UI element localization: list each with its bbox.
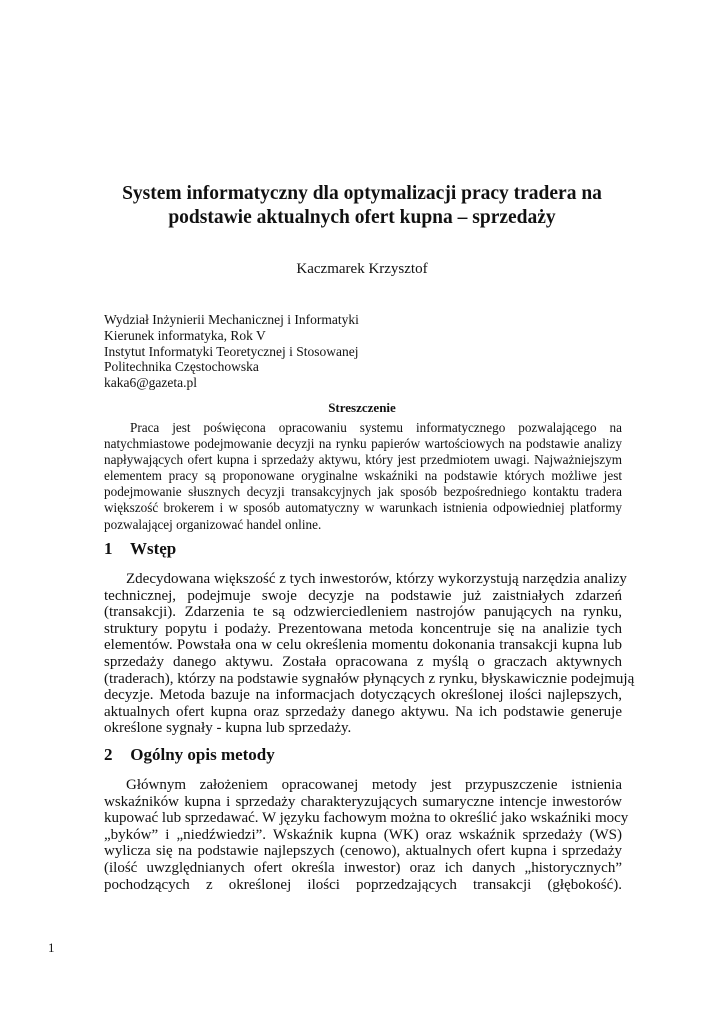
title-line: podstawie aktualnych ofert kupna – sprzedaży [168, 207, 556, 228]
author-email: kaka6@gazeta.pl [104, 375, 198, 391]
body-line: elementów. Powstała ona w celu określenia momentu dokonania transakcji kupna lub [104, 637, 622, 654]
body-line: wylicza się na podstawie najlepszych (cenowo), aktualnych ofert kupna i sprzedaży [104, 843, 622, 860]
page-number: 1 [48, 940, 55, 955]
body-line: Zdecydowana większość z tych inwestorów, którzy wykorzystują narzędzia analizy [126, 571, 627, 587]
section-heading-method-overview [104, 745, 275, 765]
body-line: struktury popytu i podaży. Prezentowana metoda koncentruje się na analizie tych [104, 620, 622, 637]
section-number: 2 [104, 745, 113, 764]
paper-title [90, 182, 634, 230]
body-line: sprzedaży danego aktywu. Została opracowana z myślą o graczach aktywnych [104, 653, 622, 670]
abstract-line: podejmowanie słusznych decyzji transakcyjnych jak sposób bezpośredniego kontaktu tradera [104, 484, 622, 500]
section-heading-introduction [104, 539, 176, 559]
body-line: określone sygnały - kupna lub sprzedaży. [104, 720, 352, 737]
abstract-line: pozwalającej organizować handel online. [104, 516, 322, 532]
body-line: aktualnych ofert kupna oraz sprzedaży danego aktywu. Na ich podstawie generuje [104, 703, 622, 720]
affiliation-major: Kierunek informatyka, Rok V [104, 327, 266, 343]
body-line: Głównym założeniem opracowanej metody jest przypuszczenie istnienia [126, 777, 622, 793]
section-title: Ogólny opis metody [130, 745, 275, 764]
body-line: kupować lub sprzedawać. W języku fachowym można to określić jako wskaźniki mocy [104, 810, 629, 827]
body-line: (traderach), którzy na podstawie sygnałów płynących z rynku, błyskawicznie podejmują [104, 670, 635, 687]
body-line: „byków” i „niedźwiedzi”. Wskaźnik kupna (WK) oraz wskaźnik sprzedaży (WS) [104, 826, 622, 843]
abstract-line: większość brokerem i w sposób automatyczny w warunkach istnienia odpowiedniej platformy [104, 500, 622, 516]
section-body-method-overview [104, 777, 629, 893]
body-line: technicznej, podejmuje swoje decyzje na podstawie już zaistniałych zdarzeń [104, 587, 622, 604]
affiliation-faculty: Wydział Inżynierii Mechanicznej i Informatyki [104, 312, 359, 327]
body-line: (ilość uwzględnianych ofert określa inwestor) oraz ich danych „historycznych” [104, 859, 622, 876]
body-line: (transakcji). Zdarzenia te są odzwierciedleniem nastrojów panujących na rynku, [104, 604, 622, 621]
title-line: System informatyczny dla optymalizacji pracy tradera na [122, 183, 602, 204]
section-number: 1 [104, 539, 113, 558]
abstract-line: natychmiastowe podejmowanie decyzji na rynku papierów wartościowych na podstawie analizy [104, 436, 622, 452]
body-line: wskaźników kupna i sprzedaży charakteryzujących sumaryczne intencje inwestorów [104, 793, 622, 810]
abstract-line: napływających ofert kupna i sprzedaży aktywu, który jest przedmiotem uwagi. Najważniejszym [104, 452, 622, 468]
body-line: pochodzących z określonej ilości poprzedzających transakcji (głębokość). [104, 876, 622, 893]
author-name: Kaczmarek Krzysztof [296, 261, 428, 277]
abstract-heading: Streszczenie [328, 400, 396, 415]
abstract-line: Praca jest poświęcona opracowaniu systemu informatycznego pozwalającego na [130, 420, 622, 435]
affiliation-block [104, 312, 359, 391]
affiliation-institute: Instytut Informatyki Teoretycznej i Stosowanej [104, 343, 359, 359]
section-body-introduction [104, 571, 635, 737]
section-title: Wstęp [129, 539, 177, 558]
abstract-text [104, 420, 622, 533]
abstract-line: elementem pracy są proponowane oryginalne wskaźniki na podstawie których możliwe jest [104, 468, 622, 484]
body-line: decyzje. Metoda bazuje na informacjach dotyczących określonej ilości najlepszych, [104, 687, 622, 704]
affiliation-university: Politechnika Częstochowska [104, 359, 259, 375]
